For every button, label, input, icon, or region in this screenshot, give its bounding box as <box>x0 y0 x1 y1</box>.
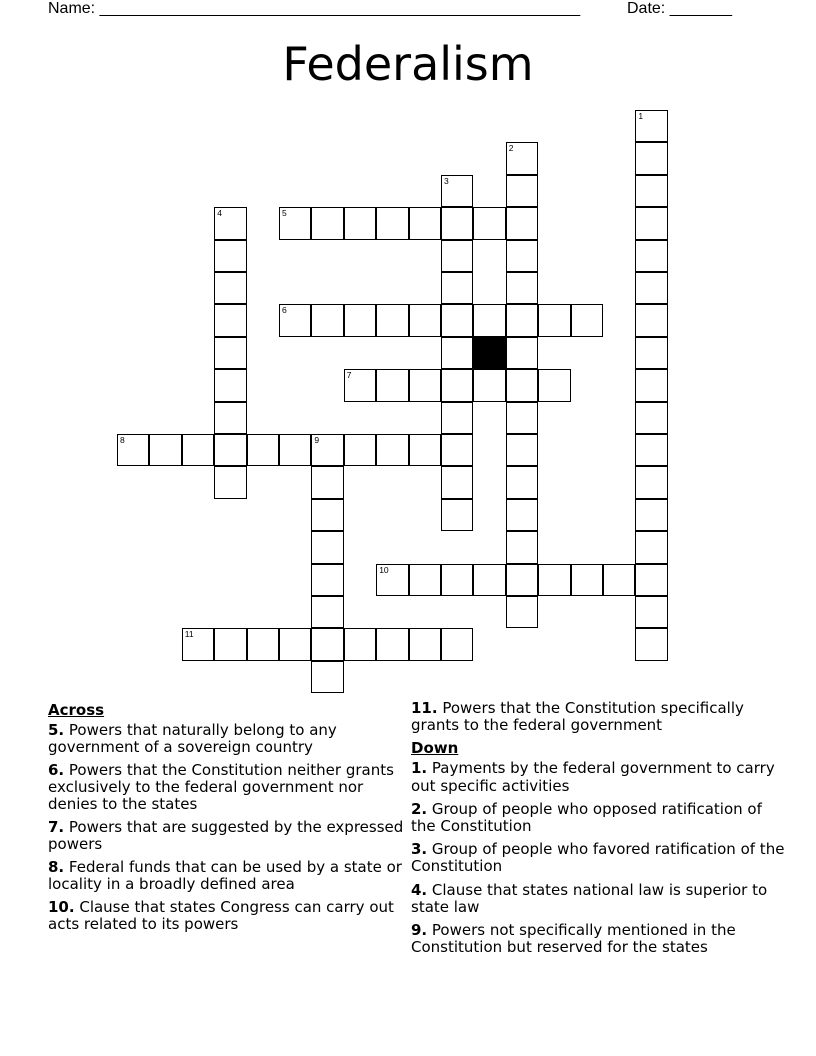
clue-text: Payments by the federal government to carry out specific activities <box>411 759 775 795</box>
grid-cell[interactable] <box>376 304 408 336</box>
clue-down-3 <box>411 841 791 875</box>
grid-cell[interactable] <box>117 434 149 466</box>
grid-cell[interactable] <box>441 337 473 369</box>
grid-cell[interactable] <box>376 564 408 596</box>
grid-cell[interactable] <box>214 337 246 369</box>
grid-cell[interactable] <box>635 596 667 628</box>
grid-cell[interactable] <box>635 628 667 660</box>
clue-number: 2. <box>411 799 428 818</box>
grid-cell[interactable] <box>441 240 473 272</box>
clue-text: Powers that the Constitution specifically grants to the federal government <box>411 699 744 735</box>
cell-number: 10 <box>379 564 389 575</box>
clue-text: Powers that the Constitution neither grants exclusively to the federal government nor denies to the states <box>48 761 394 813</box>
cell-number: 4 <box>217 208 222 219</box>
grid-cell[interactable] <box>506 564 538 596</box>
clue-across-5 <box>48 722 408 756</box>
grid-cell[interactable] <box>635 304 667 336</box>
grid-cell[interactable] <box>441 175 473 207</box>
grid-cell[interactable] <box>214 434 246 466</box>
grid-cell[interactable] <box>182 628 214 660</box>
grid-cell[interactable] <box>247 628 279 660</box>
clue-across-6 <box>48 762 408 813</box>
grid-cell[interactable] <box>344 434 376 466</box>
grid-cell[interactable] <box>279 628 311 660</box>
grid-cell[interactable] <box>635 110 667 142</box>
grid-cell[interactable] <box>635 369 667 401</box>
clue-text: Powers that are suggested by the expressed powers <box>48 818 404 853</box>
grid-cell[interactable] <box>506 434 538 466</box>
grid-cell[interactable] <box>376 207 408 239</box>
clues-section <box>0 700 816 1056</box>
grid-cell[interactable] <box>149 434 181 466</box>
grid-cell[interactable] <box>441 272 473 304</box>
grid-cell[interactable] <box>441 628 473 660</box>
cell-number: 7 <box>346 370 352 381</box>
clue-number: 1. <box>411 759 428 778</box>
grid-cell[interactable] <box>214 207 246 239</box>
grid-cell[interactable] <box>214 628 246 660</box>
clue-number: 4. <box>411 880 428 899</box>
grid-cell[interactable] <box>409 564 441 596</box>
grid-cell[interactable] <box>311 661 343 693</box>
grid-cell[interactable] <box>506 272 538 304</box>
clue-text: Powers not specifically mentioned in the Constitution but reserved for the states <box>411 921 736 957</box>
grid-cell[interactable] <box>635 207 667 239</box>
cell-number: 9 <box>314 435 320 445</box>
grid-cell[interactable] <box>214 304 246 336</box>
grid-cell[interactable] <box>441 499 473 531</box>
clue-down-9 <box>411 922 791 956</box>
grid-cell[interactable] <box>571 304 603 336</box>
clue-number: 9. <box>411 921 428 940</box>
grid-cell[interactable] <box>409 369 441 401</box>
grid-cell[interactable] <box>635 499 667 531</box>
grid-cell[interactable] <box>441 402 473 434</box>
clue-number: 10. <box>48 898 75 916</box>
clue-down-2 <box>411 801 791 835</box>
date-field[interactable]: Date: _______ <box>627 0 732 17</box>
grid-cell[interactable] <box>538 564 570 596</box>
grid-cell[interactable] <box>635 564 667 596</box>
cell-number: 2 <box>508 143 514 154</box>
cell-number: 11 <box>184 629 194 640</box>
grid-cell[interactable] <box>506 531 538 563</box>
grid-cell[interactable] <box>441 207 473 239</box>
grid-cell[interactable] <box>635 531 667 563</box>
clues-left-column <box>48 700 408 939</box>
down-heading: Down <box>411 739 459 758</box>
clue-down-4 <box>411 882 791 916</box>
clue-number: 7. <box>48 818 65 836</box>
clue-across-11 <box>411 700 791 734</box>
grid-cell[interactable] <box>506 402 538 434</box>
grid-cell[interactable] <box>409 434 441 466</box>
clue-across-8 <box>48 859 408 893</box>
grid-cell[interactable] <box>311 207 343 239</box>
grid-cell[interactable] <box>635 402 667 434</box>
clue-text: Group of people who favored ratification of the Constitution <box>411 840 785 876</box>
grid-cell[interactable] <box>441 466 473 498</box>
grid-cell[interactable] <box>311 596 343 628</box>
grid-cell[interactable] <box>311 304 343 336</box>
grid-cell[interactable] <box>473 564 505 596</box>
grid-cell[interactable] <box>473 369 505 401</box>
grid-cell[interactable] <box>311 434 343 466</box>
clue-text: Powers that naturally belong to any government of a sovereign country <box>48 721 337 756</box>
grid-cell[interactable] <box>506 466 538 498</box>
clue-number: 5. <box>48 721 65 739</box>
across-heading: Across <box>48 701 105 719</box>
grid-cell[interactable] <box>214 369 246 401</box>
grid-cell[interactable] <box>344 369 376 401</box>
page-title: Federalism <box>282 37 534 91</box>
grid-cell[interactable] <box>441 564 473 596</box>
clue-number: 3. <box>411 840 428 859</box>
grid-cell[interactable] <box>538 369 570 401</box>
grid-cell[interactable] <box>311 499 343 531</box>
clue-down-1 <box>411 760 791 794</box>
grid-cell[interactable] <box>279 207 311 239</box>
grid-cell[interactable] <box>441 304 473 336</box>
grid-cell[interactable] <box>344 207 376 239</box>
grid-cell[interactable] <box>311 564 343 596</box>
grid-cell[interactable] <box>247 434 279 466</box>
grid-cell[interactable] <box>506 304 538 336</box>
grid-cell[interactable] <box>214 466 246 498</box>
cell-number: 8 <box>120 435 125 445</box>
cell-number: 3 <box>444 175 449 186</box>
clue-text: Group of people who opposed ratification of the Constitution <box>411 799 762 836</box>
grid-cell[interactable] <box>214 272 246 304</box>
cell-number: 5 <box>282 208 287 219</box>
grid-cell[interactable] <box>409 207 441 239</box>
clue-text: Clause that states Congress can carry out acts related to its powers <box>48 898 394 933</box>
clue-number: 11. <box>411 699 438 717</box>
grid-cell[interactable] <box>506 369 538 401</box>
grid-cell[interactable] <box>344 304 376 336</box>
grid-cell[interactable] <box>635 337 667 369</box>
grid-cell[interactable] <box>538 304 570 336</box>
grid-cell[interactable] <box>571 564 603 596</box>
grid-cell[interactable] <box>409 628 441 660</box>
clue-number: 8. <box>48 858 65 876</box>
clue-text: Clause that states national law is superior to state law <box>411 880 768 916</box>
grid-cell[interactable] <box>506 175 538 207</box>
grid-cell[interactable] <box>506 142 538 174</box>
grid-cell[interactable] <box>311 531 343 563</box>
grid-cell[interactable] <box>506 207 538 239</box>
grid-cell[interactable] <box>311 628 343 660</box>
grid-cell[interactable] <box>279 304 311 336</box>
grid-cell[interactable] <box>376 628 408 660</box>
grid-cell[interactable] <box>214 402 246 434</box>
grid-cell[interactable] <box>441 434 473 466</box>
name-field[interactable]: Name: ______________________________________________________ <box>48 0 581 17</box>
grid-cell[interactable] <box>279 434 311 466</box>
grid-cell[interactable] <box>376 369 408 401</box>
grid-cell[interactable] <box>344 628 376 660</box>
grid-cell[interactable] <box>473 304 505 336</box>
grid-cell[interactable] <box>635 142 667 174</box>
grid-block <box>473 337 505 369</box>
clue-text: Federal funds that can be used by a state or locality in a broadly defined area <box>48 858 402 893</box>
grid-cell[interactable] <box>635 434 667 466</box>
cell-number: 1 <box>638 111 644 121</box>
grid-cell[interactable] <box>376 434 408 466</box>
grid-cell[interactable] <box>441 369 473 401</box>
grid-cell[interactable] <box>635 272 667 304</box>
grid-cell[interactable] <box>635 240 667 272</box>
clue-number: 6. <box>48 761 65 779</box>
grid-cell[interactable] <box>473 207 505 239</box>
grid-cell[interactable] <box>635 175 667 207</box>
grid-cell[interactable] <box>635 466 667 498</box>
grid-cell[interactable] <box>409 304 441 336</box>
grid-cell[interactable] <box>603 564 635 596</box>
grid-cell[interactable] <box>214 240 246 272</box>
grid-cell[interactable] <box>506 337 538 369</box>
clue-across-10 <box>48 899 408 933</box>
grid-cell[interactable] <box>182 434 214 466</box>
clues-right-column <box>411 700 791 962</box>
grid-cell[interactable] <box>311 466 343 498</box>
grid-cell[interactable] <box>506 499 538 531</box>
grid-cell[interactable] <box>506 240 538 272</box>
cell-number: 6 <box>282 305 287 316</box>
clue-across-7 <box>48 819 408 853</box>
grid-cell[interactable] <box>506 596 538 628</box>
